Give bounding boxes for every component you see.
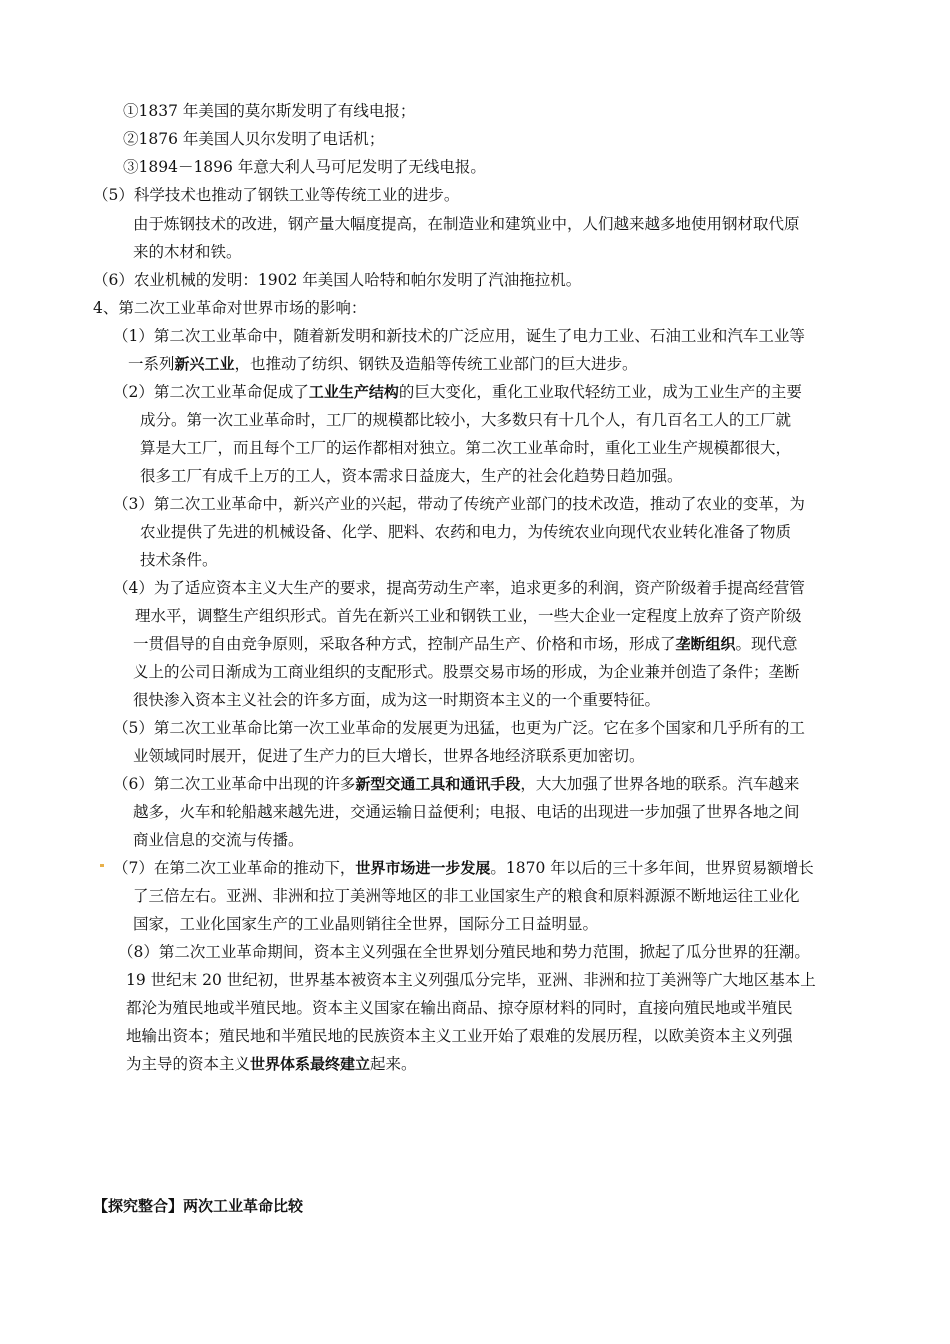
impact-7-line-1: （7）在第二次工业革命的推动下，世界市场进一步发展。1870 年以后的三十多年间，世界贸易额增长 bbox=[113, 859, 814, 877]
impact-8-line-5: 为主导的资本主义世界体系最终建立起来。 bbox=[126, 1055, 417, 1073]
impact-1-line-2: 一系列新兴工业，也推动了纺织、钢铁及造船等传统工业部门的巨大进步。 bbox=[128, 355, 638, 373]
impact-5-line-1: （5）第二次工业革命比第一次工业革命的发展更为迅猛，也更为广泛。它在多个国家和几乎所有的工 bbox=[113, 719, 805, 737]
emphasis-industrial-structure: 工业生产结构 bbox=[308, 383, 399, 401]
impact-1-line-1: （1）第二次工业革命中，随着新发明和新技术的广泛应用，诞生了电力工业、石油工业和汽车工业等 bbox=[113, 327, 805, 345]
explore-bracket-label: 【探究整合】 bbox=[93, 1197, 184, 1215]
explore-heading bbox=[93, 1192, 303, 1220]
impact-5-line-2: 业领域同时展开，促进了生产力的巨大增长，世界各地经济联系更加密切。 bbox=[133, 747, 645, 765]
impact-2-line-2: 成分。第一次工业革命时，工厂的规模都比较小，大多数只有十几个人，有几百名工人的工厂就 bbox=[140, 411, 792, 429]
p5-line-1: 由于炼钢技术的改进，钢产量大幅度提高，在制造业和建筑业中，人们越来越多地使用钢材取代原 bbox=[133, 215, 800, 233]
impact-3-line-2: 农业提供了先进的机械设备、化学、肥料、农药和电力，为传统农业向现代农业转化准备了物质 bbox=[140, 523, 792, 541]
impact-8-line-2: 19 世纪末 20 世纪初，世界基本被资本主义列强瓜分完毕，亚洲、非洲和拉丁美洲等广大地区基本上 bbox=[126, 971, 816, 989]
impact-2-line-4: 很多工厂有成千上万的工人，资本需求日益庞大，生产的社会化趋势日趋加强。 bbox=[140, 467, 683, 485]
impact-3-line-1: （3）第二次工业革命中，新兴产业的兴起，带动了传统产业部门的技术改造，推动了农业的变革，为 bbox=[113, 495, 805, 513]
item-telegraph: ①1837 年美国的莫尔斯发明了有线电报； bbox=[123, 102, 416, 120]
item-telephone: ②1876 年美国人贝尔发明了电话机； bbox=[123, 130, 385, 148]
impact-3-line-3: 技术条件。 bbox=[140, 551, 218, 569]
emphasis-transport-communication: 新型交通工具和通讯手段 bbox=[355, 775, 521, 793]
impact-6-line-3: 商业信息的交流与传播。 bbox=[133, 831, 304, 849]
emphasis-monopoly: 垄断组织 bbox=[675, 635, 736, 653]
impact-4-line-1: （4）为了适应资本主义大生产的要求，提高劳动生产率，追求更多的利润，资产阶级着手提高经营管 bbox=[113, 579, 805, 597]
impact-6-line-1: （6）第二次工业革命中出现的许多新型交通工具和通讯手段，大大加强了世界各地的联系。汽车越来 bbox=[113, 775, 800, 793]
impact-4-line-4: 义上的公司日渐成为工商业组织的支配形式。股票交易市场的形成，为企业兼并创造了条件；垄断 bbox=[133, 663, 800, 681]
impact-7-line-3: 国家，工业化国家生产的工业晶则销往全世界，国际分工日益明显。 bbox=[133, 915, 599, 933]
impact-2-line-3: 算是大工厂，而且每个工厂的运作都相对独立。第二次工业革命时，重化工业生产规模都很大， bbox=[140, 439, 792, 457]
impact-7-line-2: 了三倍左右。亚洲、非洲和拉丁美洲等地区的非工业国家生产的粮食和原料源源不断地运往工业化 bbox=[133, 887, 800, 905]
impact-4-line-3: 一贯倡导的自由竞争原则，采取各种方式，控制产品生产、价格和市场，形成了垄断组织。现代意 bbox=[133, 635, 798, 653]
impact-8-line-4: 地输出资本；殖民地和半殖民地的民族资本主义工业开始了艰难的发展历程，以欧美资本主义列强 bbox=[126, 1027, 793, 1045]
item-radio: ③1894－1896 年意大利人马可尼发明了无线电报。 bbox=[123, 158, 486, 176]
section-4-heading: 4、第二次工业革命对世界市场的影响： bbox=[93, 299, 367, 317]
decorative-speck bbox=[100, 864, 104, 867]
emphasis-world-market: 世界市场进一步发展 bbox=[355, 859, 491, 877]
impact-2-line-1: （2）第二次工业革命促成了工业生产结构的巨大变化，重化工业取代轻纺工业，成为工业生产的主要 bbox=[113, 383, 802, 401]
emphasis-world-system: 世界体系最终建立 bbox=[250, 1055, 371, 1073]
impact-8-line-3: 都沦为殖民地或半殖民地。资本主义国家在输出商品、掠夺原材料的同时，直接向殖民地或半殖民 bbox=[126, 999, 793, 1017]
p5-line-2: 来的木材和铁。 bbox=[133, 243, 242, 261]
p5-heading: （5）科学技术也推动了钢铁工业等传统工业的进步。 bbox=[93, 186, 460, 204]
impact-8-line-1: （8）第二次工业革命期间，资本主义列强在全世界划分殖民地和势力范围，掀起了瓜分世界的狂潮。 bbox=[118, 943, 810, 961]
emphasis-new-industry: 新兴工业 bbox=[174, 355, 235, 373]
impact-4-line-2: 理水平，调整生产组织形式。首先在新兴工业和钢铁工业，一些大企业一定程度上放弃了资产阶级 bbox=[135, 607, 802, 625]
p6-line: （6）农业机械的发明：1902 年美国人哈特和帕尔发明了汽油拖拉机。 bbox=[93, 271, 582, 289]
impact-6-line-2: 越多，火车和轮船越来越先进，交通运输日益便利；电报、电话的出现进一步加强了世界各地之间 bbox=[133, 803, 800, 821]
impact-4-line-5: 很快渗入资本主义社会的许多方面，成为这一时期资本主义的一个重要特征。 bbox=[133, 691, 661, 709]
explore-title: 两次工业革命比较 bbox=[183, 1197, 304, 1215]
